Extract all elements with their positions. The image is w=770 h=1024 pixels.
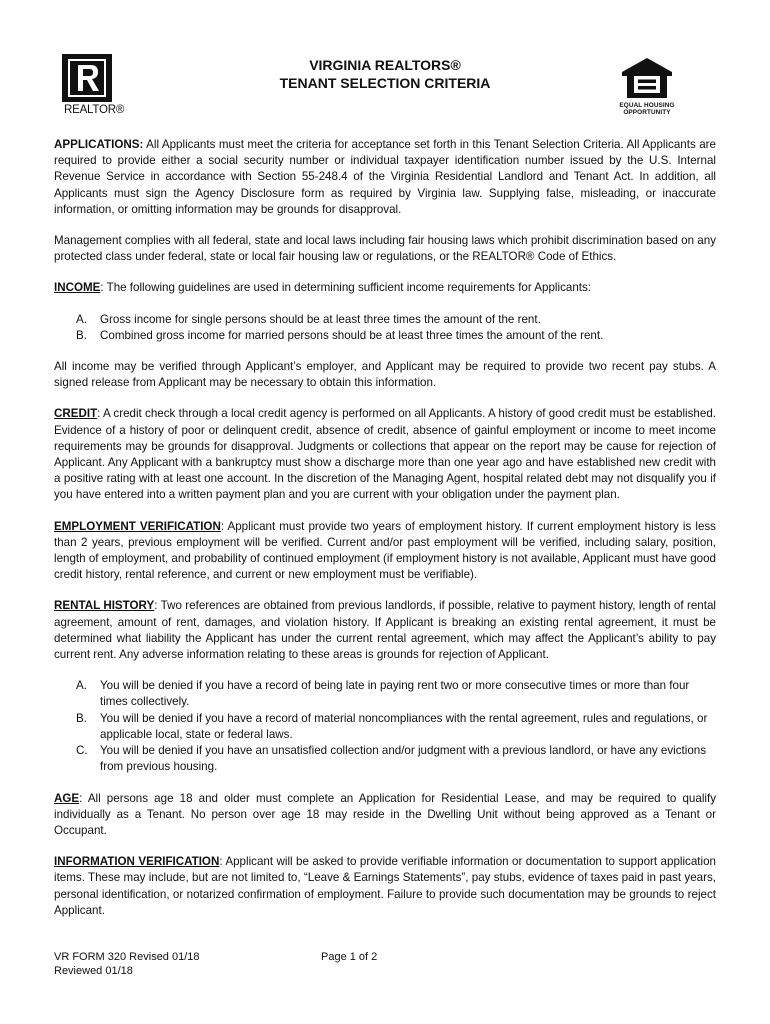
income-list: [54, 312, 716, 344]
list-item: B. You will be denied if you have a record of material noncompliances with the rental agreement, rules and regulations, or applicable local, state or federal laws.: [76, 711, 708, 741]
applications-paragraph: [54, 137, 716, 218]
title-line-1: VIRGINIA REALTORS®: [309, 57, 461, 73]
realtor-r-icon: [62, 54, 112, 102]
equal-housing-line-1: EQUAL HOUSING: [619, 102, 675, 109]
list-item: B. Combined gross income for married persons should be at least three times the amount of the rent.: [76, 328, 604, 342]
form-reviewed: Reviewed 01/18: [54, 965, 133, 977]
age-paragraph: [54, 791, 716, 840]
realtor-label: REALTOR®: [64, 104, 125, 116]
information-heading: INFORMATION VERIFICATION: [54, 855, 220, 869]
credit-heading: CREDIT: [54, 407, 98, 421]
age-heading: AGE: [54, 791, 80, 805]
form-revision: VR FORM 320 Revised 01/18: [54, 951, 200, 963]
age-text: : All persons age 18 and older must complete an Application for Residential Lease, and may be required to qualify individually as a Tenant. No person over age 18 may reside in the Dwelling Unit without being approved as a Tenant or Occupant.: [54, 791, 716, 837]
credit-paragraph: [54, 406, 716, 503]
employment-text: : Applicant must provide two years of employment history. If current employment history is less than 2 years, previous employment will be verified. Current and/or past employment will be verified, including salary, position, length of employment, and probability of continued employment (if employment history is not available, Applicant must have good credit history, rental reference, and current or new employment must be verifiable).: [54, 519, 716, 582]
equal-housing-logo: [614, 56, 680, 120]
information-paragraph: [54, 854, 716, 919]
income-text: : The following guidelines are used in determining sufficient income requirements for Applicants:: [100, 281, 592, 295]
page-number: Page 1 of 2: [321, 951, 378, 963]
page-title: [200, 56, 570, 92]
rental-paragraph: [54, 598, 716, 663]
information-text: : Applicant will be asked to provide verifiable information or documentation to support application items. These may include, but are not limited to, “Leave & Earnings Statements”, pay stubs, evidence of taxes paid in past years, personal identification, or notarized confirmation of employment. Failure to provide such documentation may be grounds to reject Applicant.: [54, 855, 716, 917]
rental-text: : Two references are obtained from previous landlords, if possible, relative to payment history, length of rental agreement, amount of rent, damages, and violation history. If Applicant is breaking an existing rental agreement, it must be determined what liability the Applicant has under the current rental agreement, which may affect the Applicant’s ability to pay current rent. Any adverse information relating to these areas is grounds for rejection of Applicant.: [54, 599, 716, 662]
form-info: [54, 950, 200, 978]
employment-heading: EMPLOYMENT VERIFICATION: [54, 519, 221, 533]
list-item: A. You will be denied if you have a record of being late in paying rent two or more consecutive times or more than four times collectively.: [76, 679, 690, 709]
list-item: C. You will be denied if you have an unsatisfied collection and/or judgment with a previous landlord, or have any evictions from previous housing.: [76, 744, 707, 774]
rental-heading: RENTAL HISTORY: [54, 599, 155, 613]
income-heading: INCOME: [54, 281, 101, 295]
applications-text: All Applicants must meet the criteria for acceptance set forth in this Tenant Selection Criteria. All Applicants are required to provide either a social security number or individual taxpayer identification number issued by the U.S. Internal Revenue Service in accordance with Section 55-248.4 of the Virginia Residential Landlord and Tenant Act. In addition, all Applicants must sign the Agency Disclosure form as required by Virginia law. Supplying false, misleading, or inaccurate information, or omitting information may be grounds for disapproval.: [54, 138, 716, 216]
house-icon: [620, 56, 674, 100]
document-body: [54, 137, 716, 919]
management-paragraph: Management complies with all federal, state and local laws including fair housing laws which prohibit discrimination based on any protected class under federal, state or local fair housing law or regulations, or the REALTOR® Code of Ethics.: [54, 234, 716, 264]
income-note-paragraph: All income may be verified through Applicant’s employer, and Applicant may be required to provide two recent pay stubs. A signed release from Applicant may be necessary to obtain this information.: [54, 360, 716, 390]
credit-text: : A credit check through a local credit agency is performed on all Applicants. A history of good credit must be established. Evidence of a history of poor or delinquent credit, absence of credit, absence of gainful employment or income to meet income requirements may be grounds for disapproval. Judgments or collections that appear on the report may be cause for rejection of Applicant. Any Applicant with a bankruptcy must show a discharge more than one year ago and have established new credit with a positive rating with at least one account. In the discretion of the Managing Agent, hospital related debt may not disqualify you if you have entered into a written payment plan and you are current with your obligation under the payment plan.: [54, 407, 716, 502]
rental-list: [54, 678, 716, 775]
equal-housing-line-2: OPPORTUNITY: [623, 109, 671, 116]
list-item: A. Gross income for single persons should be at least three times the amount of the rent.: [76, 312, 541, 326]
title-line-2: TENANT SELECTION CRITERIA: [279, 75, 491, 91]
income-paragraph: [54, 280, 716, 296]
realtor-logo: [62, 54, 126, 122]
equal-housing-text: [614, 102, 680, 116]
employment-paragraph: [54, 519, 716, 584]
applications-heading: APPLICATIONS:: [54, 138, 144, 151]
